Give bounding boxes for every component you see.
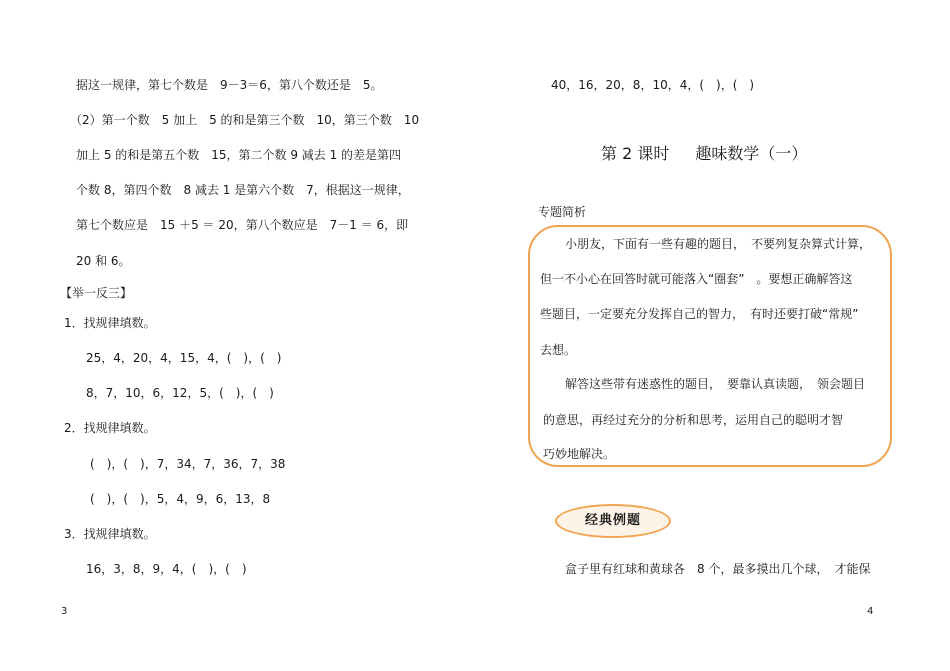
number-sequence: 8，7，10，6，12，5，( )，( ) xyxy=(86,386,274,400)
text-line: 加上 5 的和是第五个数 15，第二个数 9 减去 1 的差是第四 xyxy=(76,148,402,162)
text-line: 20 和 6。 xyxy=(76,254,131,268)
number-sequence: ( )，( )，5，4，9，6，13，8 xyxy=(90,492,271,506)
lesson-heading xyxy=(601,144,807,164)
number-sequence: ( )，( )，7，34，7，36，7，38 xyxy=(90,457,286,471)
text-line: 据这一规律，第七个数是 9－3＝6，第八个数还是 5。 xyxy=(76,78,383,92)
intro-line: 小朋友，下面有一些有趣的题目， 不要列复杂算式计算， xyxy=(565,237,872,251)
exercise-title: 3．找规律填数。 xyxy=(64,527,156,541)
text-line: 盒子里有红球和黄球各 8 个，最多摸出几个球， 才能保 xyxy=(565,562,871,576)
intro-box xyxy=(528,225,892,467)
example-badge: 经典例题 xyxy=(555,504,671,538)
text-line: 第七个数应是 15 ＋5 ＝ 20，第八个数应是 7－1 ＝ 6，即 xyxy=(76,218,409,232)
section-label: 【举一反三】 xyxy=(60,286,133,300)
number-sequence: 16，3，8，9，4，( )，( ) xyxy=(86,562,247,576)
intro-line: 但一不小心在回答时就可能落入“圈套” 。要想正确解答这 xyxy=(540,272,853,286)
intro-line: 解答这些带有迷惑性的题目， 要靠认真读题， 领会题目 xyxy=(565,377,866,391)
exercise-title: 2．找规律填数。 xyxy=(64,421,156,435)
page-number: 3 xyxy=(61,606,68,617)
right-page xyxy=(475,0,950,671)
number-sequence: 40，16，20，8，10，4，( )，( ) xyxy=(551,78,755,92)
intro-line: 巧妙地解决。 xyxy=(543,447,616,461)
text-line: 个数 8，第四个数 8 减去 1 是第六个数 7，根据这一规律， xyxy=(76,183,410,197)
text-line: （2）第一个数 5 加上 5 的和是第三个数 10，第三个数 10 xyxy=(70,113,420,127)
exercise-title: 1．找规律填数。 xyxy=(64,316,156,330)
page-number: 4 xyxy=(867,606,874,617)
section-label: 专题简析 xyxy=(538,205,587,219)
intro-line: 些题目，一定要充分发挥自己的智力， 有时还要打破“常规” xyxy=(540,307,859,321)
intro-line: 的意思，再经过充分的分析和思考，运用自己的聪明才智 xyxy=(543,413,844,427)
lesson-title: 趣味数学（一） xyxy=(695,144,808,163)
intro-line: 去想。 xyxy=(540,343,577,357)
lesson-number: 第 2 课时 xyxy=(601,144,670,163)
number-sequence: 25，4，20，4，15，4，( )，( ) xyxy=(86,351,282,365)
